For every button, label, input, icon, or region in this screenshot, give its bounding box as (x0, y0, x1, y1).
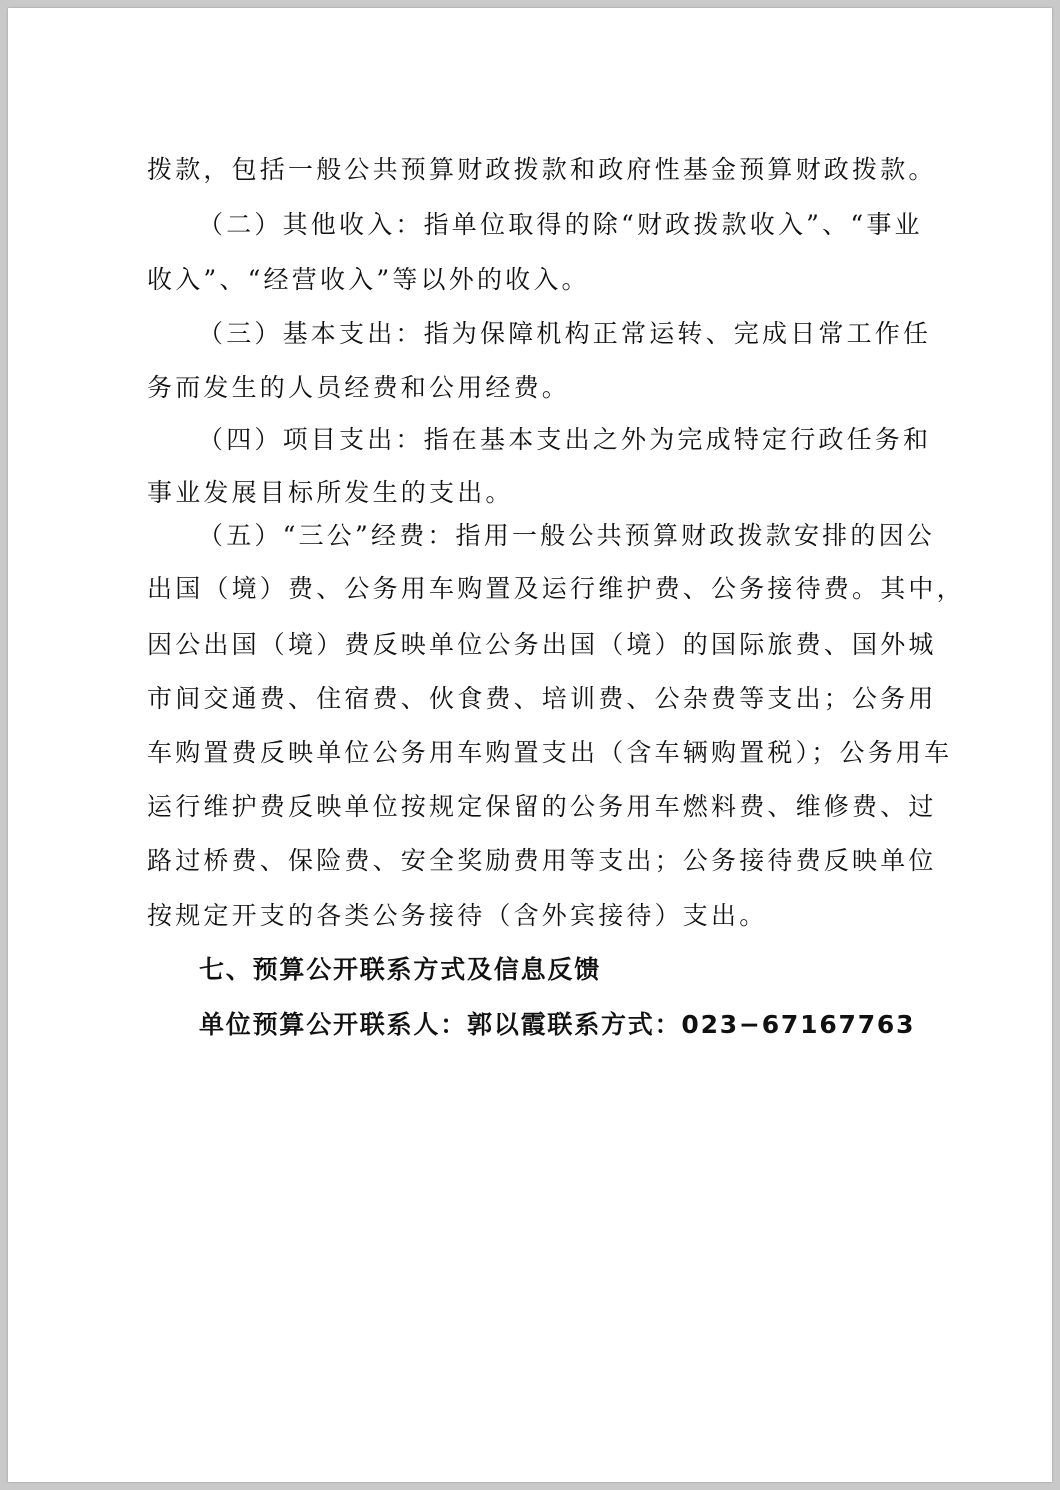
text-line: 出国（境）费、公务用车购置及运行维护费、公务接待费。其中， (147, 574, 965, 603)
section-heading: 七、预算公开联系方式及信息反馈 (199, 955, 602, 984)
text-line: （二）其他收入：指单位取得的除“财政拨款收入”、“事业 (198, 210, 923, 239)
document-page (8, 8, 1052, 1482)
text-line: 路过桥费、保险费、安全奖励费用等支出；公务接待费反映单位 (147, 846, 937, 875)
text-line: 拨款，包括一般公共预算财政拨款和政府性基金预算财政拨款。 (147, 155, 937, 184)
text-line: 车购置费反映单位公务用车购置支出（含车辆购置税）；公务用车 (147, 738, 953, 767)
text-line: （五）“三公”经费：指用一般公共预算财政拨款安排的因公 (198, 521, 935, 550)
text-line: 收入”、“经营收入”等以外的收入。 (147, 265, 590, 294)
text-line: 按规定开支的各类公务接待（含外宾接待）支出。 (147, 901, 768, 930)
text-line: 运行维护费反映单位按规定保留的公务用车燃料费、维修费、过 (147, 792, 937, 821)
text-line: 事业发展目标所发生的支出。 (147, 478, 514, 507)
text-line: 市间交通费、住宿费、伙食费、培训费、公杂费等支出；公务用 (147, 684, 937, 713)
contact-line: 单位预算公开联系人：郭以霞联系方式：023−67167763 (199, 1010, 916, 1039)
text-line: 务而发生的人员经费和公用经费。 (147, 373, 571, 402)
text-line: （三）基本支出：指为保障机构正常运转、完成日常工作任 (198, 319, 932, 348)
text-line: 因公出国（境）费反映单位公务出国（境）的国际旅费、国外城 (147, 630, 937, 659)
text-line: （四）项目支出：指在基本支出之外为完成特定行政任务和 (198, 425, 932, 454)
